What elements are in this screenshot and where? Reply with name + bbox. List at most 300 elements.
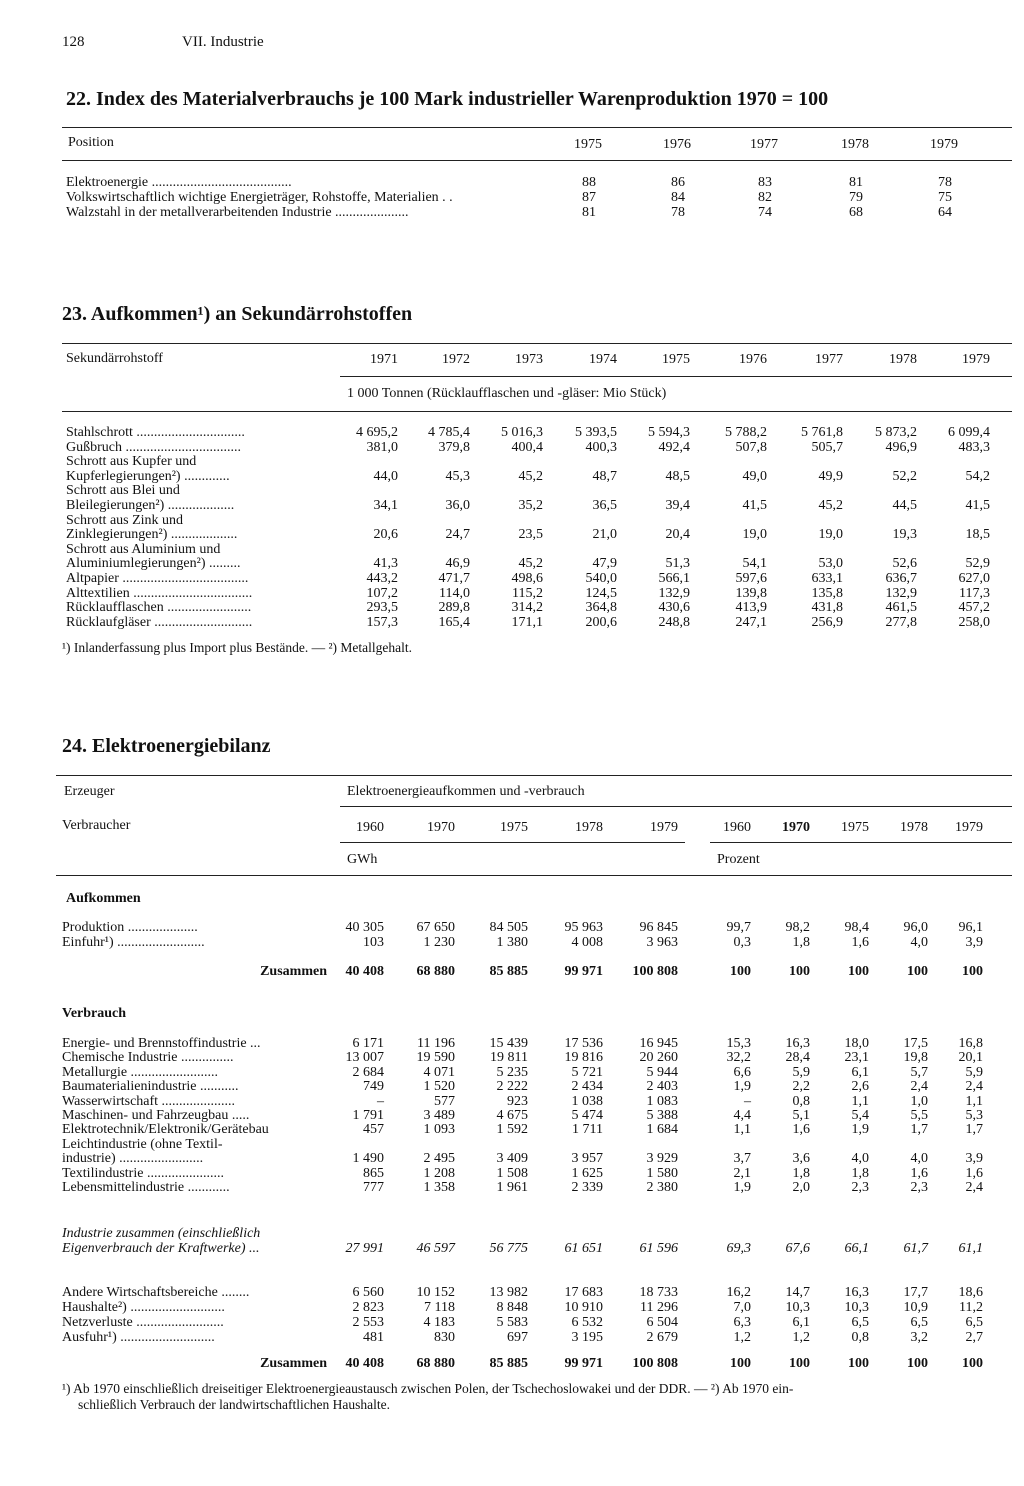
table-cell: 11 296 [640, 1300, 678, 1315]
table-cell: 6,1 [851, 1064, 869, 1080]
row-label-industrie: Industrie zusammen (einschließlich [62, 1226, 261, 1241]
table-cell: 68 [849, 205, 863, 220]
column-header-year: 1975 [841, 820, 869, 835]
row-label: Textilindustrie ...................... [62, 1165, 224, 1181]
table-cell: 18,6 [958, 1285, 983, 1300]
row-label: Bleilegierungen²) ................... [66, 498, 235, 513]
table-cell: 4 785,4 [428, 425, 470, 440]
table-cell: 1,7 [965, 1122, 983, 1138]
table-cell: 44,0 [373, 468, 398, 484]
row-label: Chemische Industrie ............... [62, 1050, 234, 1066]
table-cell: 10 910 [564, 1300, 603, 1315]
table-cell: 0,3 [733, 935, 751, 950]
table-cell-total: 100 [907, 964, 928, 979]
table-cell: 5 873,2 [875, 425, 917, 440]
table-cell: 14,7 [785, 1285, 810, 1300]
table-cell: 5 474 [571, 1108, 603, 1123]
table-cell: 6 504 [646, 1315, 678, 1330]
table-cell: 3 195 [571, 1330, 603, 1345]
column-header-year: 1972 [442, 352, 470, 367]
table-cell: 2,3 [910, 1180, 928, 1195]
table-cell: 78 [671, 205, 685, 220]
row-label-industrie: Eigenverbrauch der Kraftwerke) ... [62, 1241, 260, 1256]
table-cell: 247,1 [735, 614, 767, 630]
table-cell: 5,9 [965, 1064, 983, 1080]
table-cell: 498,6 [511, 571, 543, 586]
table-cell: 49,9 [818, 468, 843, 484]
table-cell-total: 99 971 [564, 964, 603, 979]
table-cell: 636,7 [885, 571, 917, 586]
table-cell-total: 100 [848, 964, 869, 979]
table-24-gwh-rule [340, 842, 685, 843]
table-cell: 19 590 [416, 1050, 455, 1066]
table-cell: 107,2 [366, 585, 398, 601]
table-24-top-rule [56, 775, 1012, 776]
table-cell: 2 553 [352, 1315, 384, 1330]
table-cell: 2 339 [571, 1180, 603, 1195]
column-header-position: Position [68, 135, 114, 150]
table-cell: 2,6 [851, 1079, 869, 1095]
table-cell: 46,9 [445, 556, 470, 572]
table-cell-italic: 69,3 [726, 1241, 751, 1256]
row-label: Produktion .................... [62, 920, 198, 935]
table-cell-total: 68 880 [416, 964, 455, 979]
table-cell: 1 791 [352, 1108, 384, 1123]
table-cell: 36,5 [592, 498, 617, 513]
table-23-unit-rule [340, 376, 1012, 377]
table-cell: 7,0 [733, 1300, 751, 1315]
table-24-header-rule [56, 875, 1012, 876]
column-header-year: 1970 [427, 820, 455, 835]
table-cell: 5 944 [646, 1064, 678, 1080]
table-cell: 10,3 [785, 1300, 810, 1315]
table-24-footnote-1: ¹) Ab 1970 einschließlich dreiseitiger Elektroenergieaustausch zwischen Polen, der Tschechoslowakei und der DDR. — ²) Ab 1970 ein- [62, 1381, 794, 1396]
table-cell: 5,4 [851, 1108, 869, 1123]
table-cell-total: 40 408 [345, 964, 384, 979]
column-header-erzeuger: Erzeuger [64, 784, 115, 799]
table-cell: 41,3 [373, 556, 398, 572]
row-label: Energie- und Brennstoffindustrie ... [62, 1036, 261, 1051]
table-cell: 3,7 [733, 1151, 751, 1167]
table-cell: 457,2 [958, 600, 990, 616]
table-cell: 114,0 [439, 585, 470, 601]
table-cell: 45,3 [445, 468, 470, 484]
table-cell: 8 848 [496, 1300, 528, 1315]
table-cell: 53,0 [818, 556, 843, 572]
table-cell: 132,9 [658, 585, 690, 601]
table-cell: 749 [363, 1079, 384, 1095]
table-cell: 379,8 [438, 439, 470, 455]
column-header-year: 1970 [782, 820, 810, 835]
column-header-year: 1979 [962, 352, 990, 367]
column-header-year: 1975 [500, 820, 528, 835]
column-header-year: 1975 [662, 352, 690, 367]
table-cell: 1,0 [910, 1093, 928, 1109]
table-cell: 52,9 [965, 556, 990, 572]
table-cell: 40 305 [345, 920, 384, 935]
table-cell: 413,9 [735, 600, 767, 616]
table-cell: 6 532 [571, 1315, 603, 1330]
table-cell: – [377, 1093, 384, 1109]
table-cell: 1,6 [851, 935, 869, 950]
column-header-year: 1960 [356, 820, 384, 835]
table-cell-italic: 61,7 [903, 1241, 928, 1256]
table-cell: 457 [363, 1122, 384, 1138]
table-cell: 4 008 [571, 935, 603, 950]
table-cell: 5,9 [792, 1064, 810, 1080]
unit-prozent: Prozent [717, 852, 760, 867]
table-cell: 4,0 [851, 1151, 869, 1167]
table-cell: 5 788,2 [725, 425, 767, 440]
table-cell: 1,8 [851, 1165, 869, 1181]
page-header [62, 34, 264, 51]
table-cell: 2,2 [792, 1079, 810, 1095]
table-cell: 364,8 [585, 600, 617, 616]
table-cell: 200,6 [585, 614, 617, 630]
table-cell-total: 100 [730, 1356, 751, 1371]
table-cell: 2 403 [646, 1079, 678, 1095]
table-cell: 54,1 [742, 556, 767, 572]
table-cell: 483,3 [958, 439, 990, 455]
table-cell: 2,4 [965, 1180, 983, 1195]
table-cell: 2 222 [496, 1079, 528, 1095]
table-cell-italic: 61 651 [564, 1241, 603, 1256]
row-label-zusammen: Zusammen [260, 1356, 327, 1371]
table-cell: 3 929 [646, 1151, 678, 1167]
table-cell: 1 230 [423, 935, 455, 950]
column-header-year: 1973 [515, 352, 543, 367]
table-cell: 98,2 [785, 920, 810, 935]
table-cell: 135,8 [811, 585, 843, 601]
table-cell: 18 733 [639, 1285, 678, 1300]
table-cell: 2 823 [352, 1300, 384, 1315]
table-cell: 1,9 [851, 1122, 869, 1138]
table-cell: 20 260 [639, 1050, 678, 1066]
table-cell: 4 071 [423, 1064, 455, 1080]
table-cell: 4,0 [910, 935, 928, 950]
table-cell: 1 083 [646, 1093, 678, 1109]
table-cell-total: 40 408 [345, 1356, 384, 1371]
row-label: Elektroenergie ........................................ [66, 175, 292, 190]
table-cell: 923 [507, 1093, 528, 1109]
table-cell: 19,8 [903, 1050, 928, 1066]
table-cell-italic: 46 597 [416, 1241, 455, 1256]
table-cell-total: 99 971 [564, 1356, 603, 1371]
table-cell: 48,7 [592, 468, 617, 484]
table-cell: 5 594,3 [648, 425, 690, 440]
column-header-year: 1978 [841, 137, 869, 152]
row-label: Andere Wirtschaftsbereiche ........ [62, 1285, 250, 1300]
table-cell: 5 721 [571, 1064, 603, 1080]
table-cell: 1 520 [423, 1079, 455, 1095]
column-header-year: 1960 [723, 820, 751, 835]
table-cell: 6,5 [965, 1315, 983, 1330]
table-cell: 34,1 [373, 498, 398, 513]
table-cell: 1 961 [496, 1180, 528, 1195]
table-cell: 84 505 [489, 920, 528, 935]
table-cell-total: 100 [907, 1356, 928, 1371]
table-cell: 3,9 [965, 1151, 983, 1167]
column-header-year: 1978 [575, 820, 603, 835]
table-cell: 15 439 [489, 1036, 528, 1051]
table-cell: 79 [849, 190, 863, 205]
table-cell: 430,6 [658, 600, 690, 616]
table-23-title: 23. Aufkommen¹) an Sekundärrohstoffen [62, 303, 413, 325]
table-cell: 165,4 [438, 614, 470, 630]
table-cell: 1,6 [792, 1122, 810, 1138]
row-label: Haushalte²) ........................... [62, 1300, 225, 1315]
table-cell: 248,8 [658, 614, 690, 630]
table-cell: 10,3 [844, 1300, 869, 1315]
table-cell: 6 171 [352, 1036, 384, 1051]
table-cell: 5 583 [496, 1315, 528, 1330]
table-24-footnote-2: schließlich Verbrauch der landwirtschaftlichen Haushalte. [78, 1397, 391, 1412]
table-cell: 24,7 [445, 527, 470, 543]
table-cell: 82 [758, 190, 772, 205]
chapter-title: VII. Industrie [182, 34, 264, 50]
section-verbrauch: Verbrauch [62, 1006, 127, 1021]
row-label: Gußbruch ................................. [66, 439, 241, 455]
table-cell: 7 118 [424, 1300, 455, 1315]
table-cell: 566,1 [658, 571, 690, 586]
table-cell: 74 [758, 205, 772, 220]
table-cell: 461,5 [885, 600, 917, 616]
table-cell: 1,8 [792, 1165, 810, 1181]
table-cell: 1,6 [965, 1165, 983, 1181]
column-header-sekundarrohstoff: Sekundärrohstoff [66, 351, 163, 366]
table-cell: 1 580 [646, 1165, 678, 1181]
table-cell: 6,5 [910, 1315, 928, 1330]
table-cell: 471,7 [438, 571, 470, 586]
table-cell: 52,2 [892, 468, 917, 484]
table-cell: 1,2 [733, 1330, 751, 1345]
table-cell: 19,3 [892, 527, 917, 543]
table-cell: 633,1 [811, 571, 843, 586]
column-header-year: 1974 [589, 352, 617, 367]
table-cell-total: 100 [730, 964, 751, 979]
table-cell: 1,1 [733, 1122, 751, 1138]
table-cell: 11,2 [959, 1300, 983, 1315]
table-cell: 3,2 [910, 1330, 928, 1345]
table-cell: 2,1 [733, 1165, 751, 1181]
row-label: Netzverluste ......................... [62, 1315, 224, 1330]
table-cell: 4,4 [733, 1108, 751, 1123]
table-cell: 443,2 [366, 571, 398, 586]
table-cell: 697 [507, 1330, 528, 1345]
table-cell: 35,2 [518, 498, 543, 513]
table-cell: 124,5 [585, 585, 617, 601]
table-cell-italic: 61,1 [958, 1241, 983, 1256]
column-header-year: 1977 [815, 352, 843, 367]
table-cell: 157,3 [366, 614, 398, 630]
table-cell: 87 [582, 190, 596, 205]
table-cell: 496,9 [885, 439, 917, 455]
table-cell: 1,7 [910, 1122, 928, 1138]
table-cell: 4 183 [423, 1315, 455, 1330]
table-cell: 19 811 [490, 1050, 528, 1066]
table-cell: 20,1 [958, 1050, 983, 1066]
column-header-year: 1976 [739, 352, 767, 367]
table-cell-italic: 67,6 [785, 1241, 810, 1256]
column-header-year: 1979 [650, 820, 678, 835]
table-cell: 16,3 [844, 1285, 869, 1300]
table-cell: 627,0 [958, 571, 990, 586]
table-cell: 28,4 [785, 1050, 810, 1066]
row-label: Elektrotechnik/Elektronik/Gerätebau [62, 1122, 269, 1138]
row-label-zusammen: Zusammen [260, 964, 327, 979]
table-cell: 1 208 [423, 1165, 455, 1181]
table-cell-total: 100 808 [632, 964, 678, 979]
table-cell: 45,2 [818, 498, 843, 513]
table-cell: 45,2 [518, 556, 543, 572]
table-cell: 15,3 [726, 1036, 751, 1051]
section-aufkommen: Aufkommen [66, 891, 141, 906]
unit-label: 1 000 Tonnen (Rücklaufflaschen und -gläser: Mio Stück) [347, 386, 667, 401]
table-cell: 17,5 [903, 1036, 928, 1051]
row-label: Stahlschrott ............................... [66, 425, 245, 440]
table-cell: 78 [938, 175, 952, 190]
table-cell: 5 761,8 [801, 425, 843, 440]
row-label: Schrott aus Kupfer und [66, 454, 197, 470]
table-cell: 51,3 [665, 556, 690, 572]
table-cell-italic: 27 991 [345, 1241, 384, 1256]
table-23-top-rule [62, 343, 1012, 344]
table-cell: 3,6 [792, 1151, 810, 1167]
table-cell: 5 016,3 [501, 425, 543, 440]
row-label: Walzstahl in der metallverarbeitenden Industrie ..................... [66, 205, 409, 220]
column-header-year: 1975 [574, 137, 602, 152]
table-cell: 16,2 [726, 1285, 751, 1300]
table-cell: 64 [938, 205, 952, 220]
table-cell: 18,0 [844, 1036, 869, 1051]
table-cell: 16,3 [785, 1036, 810, 1051]
table-cell: 400,4 [511, 439, 543, 455]
table-cell: 6,1 [792, 1315, 810, 1330]
column-header-year: 1978 [900, 820, 928, 835]
table-cell: 98,4 [844, 920, 869, 935]
table-cell: 117,3 [959, 585, 990, 601]
table-cell: 13 007 [345, 1050, 384, 1066]
table-cell: 4 675 [496, 1108, 528, 1123]
table-cell: 1 684 [646, 1122, 678, 1138]
table-cell: 577 [434, 1093, 455, 1109]
table-24-pct-rule [710, 842, 1012, 843]
table-cell: 1,6 [910, 1165, 928, 1181]
table-cell: 1,1 [965, 1093, 983, 1109]
table-cell: 21,0 [592, 527, 617, 543]
table-cell: 32,2 [726, 1050, 751, 1066]
table-cell: 81 [849, 175, 863, 190]
table-cell: 1,1 [851, 1093, 869, 1109]
table-cell: 5,3 [965, 1108, 983, 1123]
table-cell: 17 683 [564, 1285, 603, 1300]
table-cell: 103 [363, 935, 384, 950]
table-cell: – [744, 1093, 751, 1109]
table-cell: 865 [363, 1165, 384, 1181]
table-24-title: 24. Elektroenergiebilanz [62, 735, 271, 757]
row-label: Baumaterialienindustrie ........... [62, 1079, 239, 1095]
table-cell: 293,5 [366, 600, 398, 616]
table-cell: 11 196 [417, 1036, 455, 1051]
table-cell: 381,0 [366, 439, 398, 455]
table-cell: 2,4 [965, 1079, 983, 1095]
table-cell: 4,0 [910, 1151, 928, 1167]
column-header-year: 1971 [370, 352, 398, 367]
page-number: 128 [62, 34, 85, 50]
table-cell: 83 [758, 175, 772, 190]
table-cell-total: 100 808 [632, 1356, 678, 1371]
row-label: Volkswirtschaftlich wichtige Energieträger, Rohstoffe, Materialien . . [66, 190, 453, 205]
table-cell: 830 [434, 1330, 455, 1345]
row-label: Einfuhr¹) ......................... [62, 935, 205, 950]
table-cell: 20,6 [373, 527, 398, 543]
table-cell-total: 100 [789, 1356, 810, 1371]
row-label: Ausfuhr¹) ........................... [62, 1330, 215, 1345]
row-label: Altpapier .................................... [66, 571, 249, 586]
table-cell: 18,5 [965, 527, 990, 543]
table-cell: 16,8 [958, 1036, 983, 1051]
unit-gwh: GWh [347, 852, 378, 867]
column-header-year: 1978 [889, 352, 917, 367]
table-cell: 1 358 [423, 1180, 455, 1195]
table-cell: 258,0 [958, 614, 990, 630]
table-cell: 48,5 [665, 468, 690, 484]
table-cell: 1,8 [792, 935, 810, 950]
table-cell: 139,8 [735, 585, 767, 601]
table-cell: 597,6 [735, 571, 767, 586]
table-cell: 1 093 [423, 1122, 455, 1138]
table-cell-italic: 56 775 [489, 1241, 528, 1256]
row-label: Schrott aus Zink und [66, 512, 184, 528]
table-cell: 17,7 [903, 1285, 928, 1300]
table-cell: 5,7 [910, 1064, 928, 1080]
table-cell: 86 [671, 175, 685, 190]
table-cell: 23,5 [518, 527, 543, 543]
row-label: Rücklaufgläser ............................ [66, 614, 253, 630]
table-cell: 0,8 [792, 1093, 810, 1109]
table-cell: 19 816 [564, 1050, 603, 1066]
table-cell: 1,2 [792, 1330, 810, 1345]
table-cell: 256,9 [811, 614, 843, 630]
table-cell: 431,8 [811, 600, 843, 616]
table-cell: 1 625 [571, 1165, 603, 1181]
table-cell: 88 [582, 175, 596, 190]
table-22-header-rule [62, 160, 1012, 161]
table-cell: 49,0 [742, 468, 767, 484]
table-cell-total: 100 [789, 964, 810, 979]
table-cell: 6 560 [352, 1285, 384, 1300]
table-cell: 777 [363, 1180, 384, 1195]
table-cell: 6 099,4 [948, 425, 990, 440]
table-cell: 2 434 [571, 1079, 603, 1095]
table-cell: 3 409 [496, 1151, 528, 1167]
table-cell: 47,9 [592, 556, 617, 572]
table-cell: 540,0 [585, 571, 617, 586]
table-cell: 492,4 [658, 439, 690, 455]
row-label: Schrott aus Aluminium und [66, 541, 221, 557]
table-cell: 75 [938, 190, 952, 205]
table-cell-italic: 66,1 [844, 1241, 869, 1256]
table-cell: 67 650 [416, 920, 455, 935]
table-cell: 95 963 [564, 920, 603, 935]
row-label: Zinklegierungen²) ................... [66, 527, 238, 543]
table-cell: 314,2 [511, 600, 543, 616]
table-cell: 507,8 [735, 439, 767, 455]
table-cell-total: 85 885 [489, 964, 528, 979]
column-header-year: 1979 [955, 820, 983, 835]
table-cell: 96 845 [639, 920, 678, 935]
table-cell: 5 235 [496, 1064, 528, 1080]
